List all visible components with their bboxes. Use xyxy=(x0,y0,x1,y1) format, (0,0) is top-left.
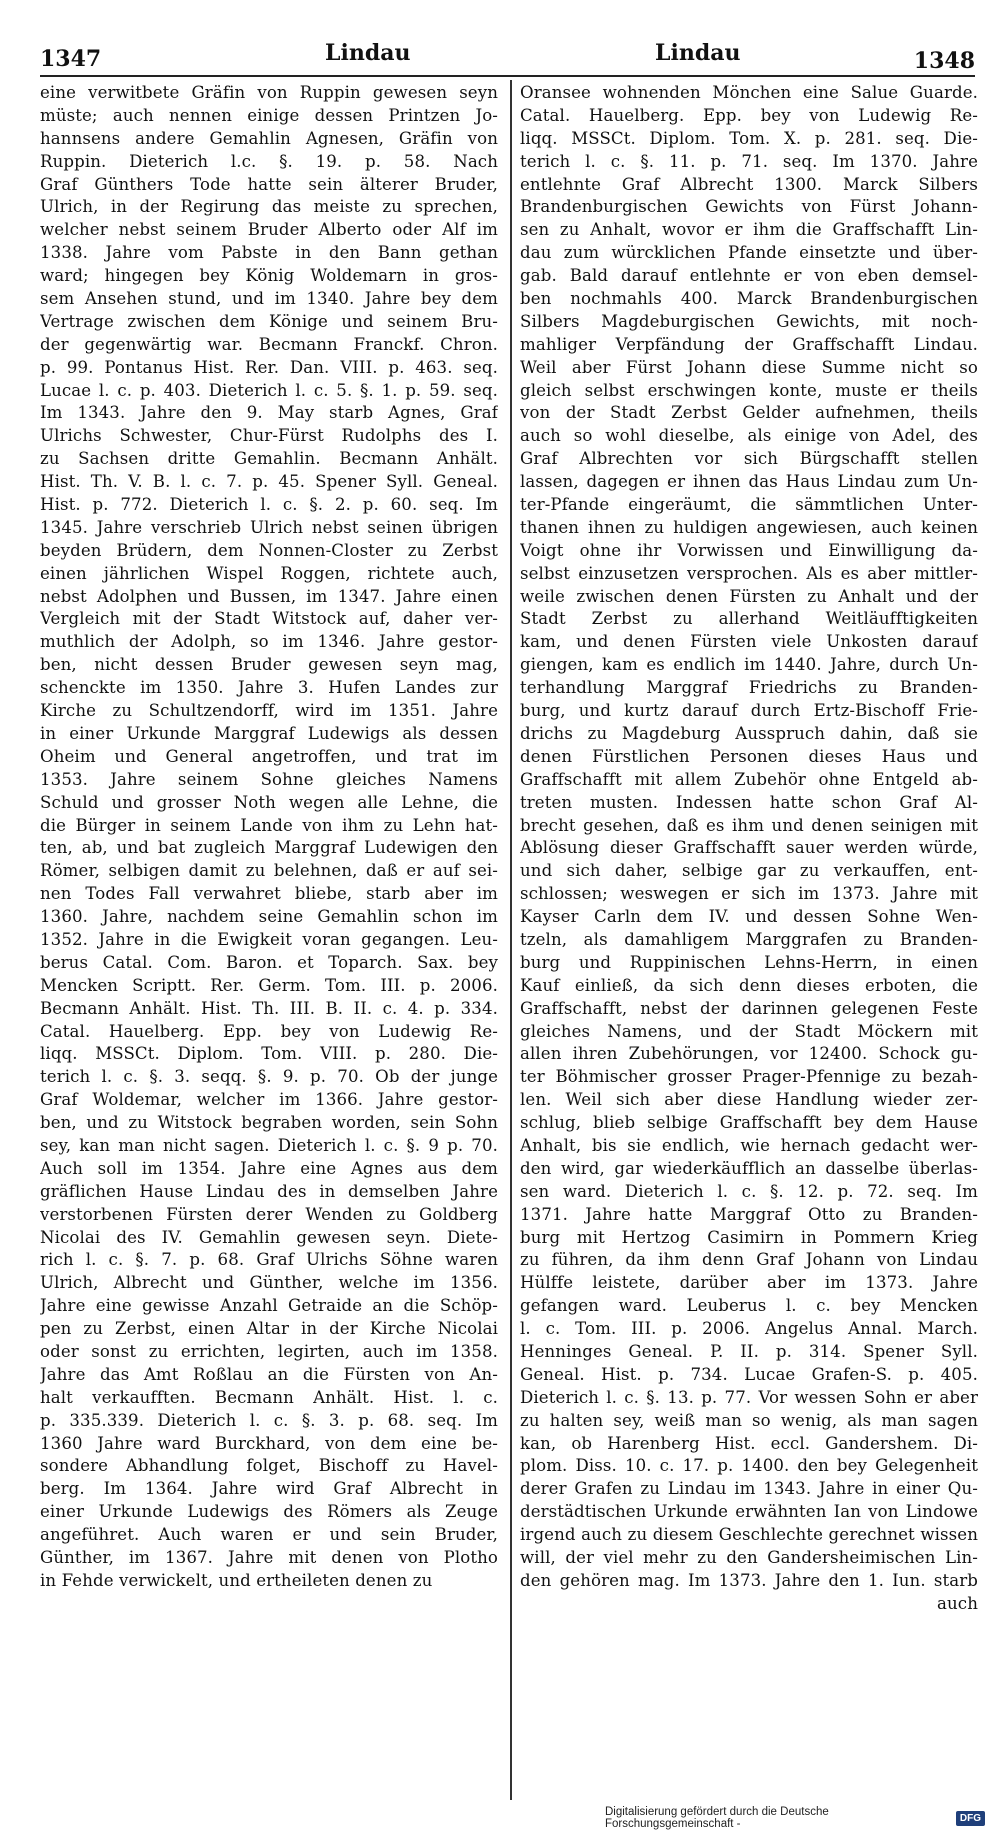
text-line: tzeln, als damahligem Marggrafen zu Branden- xyxy=(520,929,978,949)
text-line: 1371. Jahre hatte Marggraf Otto zu Branden- xyxy=(520,1204,978,1224)
text-line: Catal. Hauelberg. Epp. bey von Ludewig Re- xyxy=(40,1021,498,1041)
text-line: gefangen ward. Leuberus l. c. bey Mencken xyxy=(520,1296,978,1316)
text-line: Günther, im 1367. Jahre mit denen von Plotho xyxy=(40,1548,498,1567)
text-line: Becmann Anhält. Hist. Th. III. B. II. c. 4. p. 334. xyxy=(40,998,498,1018)
text-line: 1360. Jahre, nachdem seine Gemahlin schon im xyxy=(40,907,498,927)
text-line: zu führen, da ihm denn Graf Johann von Lindau xyxy=(520,1250,978,1270)
dfg-logo: DFG xyxy=(956,1811,985,1826)
text-line: Hist. p. 772. Dieterich l. c. §. 2. p. 60. seq. Im xyxy=(40,495,498,515)
text-line: zu halten sey, weiß man so wenig, als man sagen xyxy=(520,1410,978,1430)
text-line: Kauf einließ, da sich denn dieses erboten, die xyxy=(520,975,978,995)
text-line: Weil aber Fürst Johann diese Summe nicht so xyxy=(520,357,978,377)
text-column-right xyxy=(520,82,978,1812)
text-line: Graf Günthers Tode hatte sein älterer Bruder, xyxy=(40,174,498,194)
text-line: in einer Urkunde Marggraf Ludewigs als dessen xyxy=(40,723,498,743)
text-line: burg, und kurtz darauf durch Ertz-Bischoff Frie- xyxy=(520,701,978,721)
text-line: kam, und denen Fürsten viele Unkosten darauf xyxy=(520,632,978,652)
text-line: sey, kan man nicht sagen. Dieterich l. c. §. 9 p. 70. xyxy=(40,1135,498,1155)
text-line: gleiches Namens, und der Stadt Möckern mit xyxy=(520,1021,978,1041)
text-line: Catal. Hauelberg. Epp. bey von Ludewig Re- xyxy=(520,105,978,125)
text-line: ten, ab, und bat zugleich Marggraf Ludewigen den xyxy=(40,838,498,858)
text-line: Silbers Magdeburgischen Gewichts, mit noch- xyxy=(520,311,978,331)
text-line: auch so wohl dieselbe, als einige von Adel, des xyxy=(520,426,978,446)
text-line: Mencken Scriptt. Rer. Germ. Tom. III. p. 2006. xyxy=(40,975,498,995)
text-line: 1338. Jahre vom Pabste in den Bann gethan xyxy=(40,243,498,263)
text-line: Im 1343. Jahre den 9. May starb Agnes, Graf xyxy=(40,403,498,423)
text-line: Hülffe leistete, darüber aber im 1373. Jahre xyxy=(520,1273,978,1293)
text-line: Dieterich l. c. §. 13. p. 77. Vor wessen Sohn er aber xyxy=(520,1387,978,1407)
text-line: terhandlung Marggraf Friedrichs zu Branden- xyxy=(520,678,978,698)
text-line: von der Stadt Zerbst Gelder aufnehmen, theils xyxy=(520,403,978,423)
text-line: auch xyxy=(937,1593,978,1613)
text-line: p. 335.339. Dieterich l. c. §. 3. p. 68. seq. Im xyxy=(40,1410,498,1430)
text-line: pen zu Zerbst, einen Altar in der Kirche Nicolai xyxy=(40,1319,498,1339)
text-line: müste; auch nennen einige dessen Printzen Jo- xyxy=(40,105,498,125)
running-title-right: Lindau xyxy=(655,40,741,66)
text-line: Geneal. Hist. p. 734. Lucae Grafen-S. p. 405. xyxy=(520,1364,978,1384)
text-line: eine verwitbete Gräfin von Ruppin gewesen seyn xyxy=(40,83,498,102)
text-line: kan, ob Harenberg Hist. eccl. Gandershem. Di- xyxy=(520,1433,978,1453)
page-header xyxy=(40,40,975,80)
text-line: sondere Abhandlung folget, Bischoff zu Havel- xyxy=(40,1456,498,1476)
text-line: giengen, kam es endlich im 1440. Jahre, durch Un- xyxy=(520,655,978,675)
text-line: Nicolai des IV. Gemahlin gewesen seyn. Diete- xyxy=(40,1227,498,1247)
text-line: ter-Pfande eingeräumt, die sämmtlichen Unter- xyxy=(520,495,978,515)
text-line: ben, und zu Witstock begraben worden, sein Sohn xyxy=(40,1113,498,1133)
text-line: schlossen; weswegen er sich im 1373. Jahre mit xyxy=(520,884,978,904)
text-line: schenckte im 1350. Jahre 3. Hufen Landes zur xyxy=(40,678,498,698)
text-line: Schuld und grosser Noth wegen alle Lehne, die xyxy=(40,792,498,812)
header-rule xyxy=(40,75,975,77)
text-line: berg. Im 1364. Jahre wird Graf Albrecht in xyxy=(40,1479,498,1499)
text-line: drichs zu Magdeburg Ausspruch dahin, daß sie xyxy=(520,723,978,743)
text-line: Graf Woldemar, welcher im 1366. Jahre gestor- xyxy=(40,1090,498,1110)
text-line: hannsens andere Gemahlin Agnesen, Gräfin von xyxy=(40,128,498,148)
text-line: Hist. Th. V. B. l. c. 7. p. 45. Spener Syll. Geneal. xyxy=(40,472,498,492)
text-line: die Bürger in seinem Lande von ihm zu Lehn hat- xyxy=(40,815,498,835)
text-line: treten musten. Indessen hatte schon Graf Al- xyxy=(520,792,978,812)
text-line: Kirche zu Schultzendorff, wird im 1351. Jahre xyxy=(40,701,498,721)
text-line: derstädtischen Urkunde erwähnten Ian von Lindowe xyxy=(520,1502,978,1522)
text-line: angeführet. Auch waren er und sein Bruder, xyxy=(40,1525,498,1545)
text-line: 1345. Jahre verschrieb Ulrich nebst seinen übrigen xyxy=(40,517,498,537)
text-line: dau zum würcklichen Pfande einsetzte und über- xyxy=(520,243,978,263)
text-line: welcher nebst seinem Bruder Alberto oder Alf im xyxy=(40,220,498,240)
digitization-footer xyxy=(605,1806,985,1830)
text-line: und sich daher, selbige gar zu verkauffen, ent- xyxy=(520,861,978,881)
text-line: Brandenburgischen Gewichts von Fürst Johann- xyxy=(520,197,978,217)
text-line: sen ward. Dieterich l. c. §. 12. p. 72. seq. Im xyxy=(520,1181,978,1201)
text-line: Jahre das Amt Roßlau an die Fürsten von An- xyxy=(40,1364,498,1384)
text-line: nen Todes Fall verwahret bliebe, starb aber im xyxy=(40,884,498,904)
text-line: will, der viel mehr zu den Gandersheimischen Lin- xyxy=(520,1548,978,1567)
text-line: brecht gesehen, daß es ihm und denen seinigen mit xyxy=(520,815,978,835)
text-line: Graffschafft, nebst der darinnen gelegenen Feste xyxy=(520,998,978,1018)
text-line: Vergleich mit der Stadt Witstock auf, daher ver- xyxy=(40,609,498,629)
text-line: l. c. Tom. III. p. 2006. Angelus Annal. March. xyxy=(520,1319,978,1339)
text-line: den wird, gar wiederkäufflich an dasselbe überlas- xyxy=(520,1158,978,1178)
text-line: Auch soll im 1354. Jahre eine Agnes aus dem xyxy=(40,1158,498,1178)
text-line: 1352. Jahre in die Ewigkeit voran gegangen. Leu- xyxy=(40,929,498,949)
text-line: Oheim und General angetroffen, und trat im xyxy=(40,746,498,766)
text-line: irgend auch zu diesem Geschlechte gerechnet wissen xyxy=(520,1525,978,1545)
text-line: sen zu Anhalt, wovor er ihm die Graffschafft Lin- xyxy=(520,220,978,240)
text-line: rich l. c. §. 7. p. 68. Graf Ulrichs Söhne waren xyxy=(40,1250,498,1270)
text-line: der gegenwärtig war. Becmann Franckf. Chron. xyxy=(40,334,498,354)
text-line: burg mit Hertzog Casimirn in Pommern Krieg xyxy=(520,1227,978,1247)
text-line: ben, nicht dessen Bruder gewesen seyn mag, xyxy=(40,655,498,675)
text-line: den gehören mag. Im 1373. Jahre den 1. Iun. starb xyxy=(520,1570,978,1590)
text-line: verstorbenen Fürsten derer Wenden zu Goldberg xyxy=(40,1204,498,1224)
text-line: gab. Bald darauf entlehnte er von eben demsel- xyxy=(520,266,978,286)
text-line: Kayser Carln dem IV. und dessen Sohne Wen- xyxy=(520,907,978,927)
text-line: gleich selbst erschwingen konte, muste er theils xyxy=(520,380,978,400)
text-line: Henninges Geneal. P. II. p. 314. Spener Syll. xyxy=(520,1341,978,1361)
text-line: ter Böhmischer grosser Prager-Pfennige zu bezah- xyxy=(520,1067,978,1087)
text-line: len. Weil sich aber diese Handlung wieder zer- xyxy=(520,1090,978,1110)
text-line: nebst Adolphen und Bussen, im 1347. Jahre einen xyxy=(40,586,498,606)
text-line: Jahre eine gewisse Anzahl Getraide an die Schöp- xyxy=(40,1296,498,1316)
text-line: Lucae l. c. p. 403. Dieterich l. c. 5. §. 1. p. 59. seq. xyxy=(40,380,498,400)
text-line: oder sonst zu errichten, legirten, auch im 1358. xyxy=(40,1341,498,1361)
text-line: Ulrich, in der Regirung das meiste zu sprechen, xyxy=(40,197,498,217)
text-line: Ulrichs Schwester, Chur-Fürst Rudolphs des I. xyxy=(40,426,498,446)
text-line: liqq. MSSCt. Diplom. Tom. X. p. 281. seq. Die- xyxy=(520,128,978,148)
text-line: Anhalt, bis sie endlich, wie hernach gedacht wer- xyxy=(520,1135,978,1155)
text-line: einer Urkunde Ludewigs des Römers als Zeuge xyxy=(40,1502,498,1522)
text-line: schlug, blieb selbige Graffschafft bey dem Hause xyxy=(520,1113,978,1133)
text-line: Voigt ohne ihr Vorwissen und Einwilligung da- xyxy=(520,540,978,560)
text-line: Graffschafft mit allem Zubehör ohne Entgeld ab- xyxy=(520,769,978,789)
text-line: terich l. c. §. 11. p. 71. seq. Im 1370. Jahre xyxy=(520,151,978,171)
page-number-left: 1347 xyxy=(40,46,102,72)
text-line: muthlich der Adolph, so im 1346. Jahre gestor- xyxy=(40,632,498,652)
text-line: weile zwischen denen Fürsten zu Anhalt und der xyxy=(520,586,978,606)
text-line: berus Catal. Com. Baron. et Toparch. Sax. bey xyxy=(40,952,498,972)
text-line: plom. Diss. 10. c. 17. p. 1400. den bey Gelegenheit xyxy=(520,1456,978,1476)
text-line: p. 99. Pontanus Hist. Rer. Dan. VIII. p. 463. seq. xyxy=(40,357,498,377)
text-line: Römer, selbigen damit zu belehnen, daß er auf sei- xyxy=(40,861,498,881)
column-divider xyxy=(510,80,512,1800)
running-title-left: Lindau xyxy=(325,40,411,66)
text-line: in Fehde verwickelt, und ertheileten denen zu xyxy=(40,1570,433,1590)
text-line: sem Ansehen stund, und im 1340. Jahre bey dem xyxy=(40,289,498,309)
text-line: zu Sachsen dritte Gemahlin. Becmann Anhält. xyxy=(40,449,498,469)
text-line: burg und Ruppinischen Lehns-Herrn, in einen xyxy=(520,952,978,972)
text-line: thanen ihnen zu huldigen angewiesen, auch keinen xyxy=(520,517,978,537)
page-number-right: 1348 xyxy=(913,48,975,74)
text-line: selbst einzusetzen versprochen. Als es aber mittler- xyxy=(520,563,978,583)
text-line: mahliger Verpfändung der Graffschafft Lindau. xyxy=(520,334,978,354)
text-line: Vertrage zwischen dem Könige und seinem Bru- xyxy=(40,311,498,331)
text-column-left xyxy=(40,82,498,1812)
text-line: einen jährlichen Wispel Roggen, richtete auch, xyxy=(40,563,498,583)
text-line: Stadt Zerbst zu allerhand Weitläufftigkeiten xyxy=(520,609,978,629)
text-line: Ulrich, Albrecht und Günther, welche im 1356. xyxy=(40,1273,498,1293)
text-line: beyden Brüdern, dem Nonnen-Closter zu Zerbst xyxy=(40,540,498,560)
text-line: 1353. Jahre seinem Sohne gleiches Namens xyxy=(40,769,498,789)
text-line: Oransee wohnenden Mönchen eine Salue Guarde. xyxy=(520,83,978,102)
text-line: Graf Albrechten vor sich Bürgschafft stellen xyxy=(520,449,978,469)
text-line: lassen, dagegen er ihnen das Haus Lindau zum Un- xyxy=(520,472,978,492)
text-line: Ruppin. Dieterich l.c. §. 19. p. 58. Nach xyxy=(40,151,498,171)
text-line: terich l. c. §. 3. seqq. §. 9. p. 70. Ob der junge xyxy=(40,1067,498,1087)
footer-credit-text: Digitalisierung gefördert durch die Deutsche Forschungsgemeinschaft - xyxy=(605,1806,829,1830)
text-line: allen ihren Zubehörungen, vor 12400. Schock gu- xyxy=(520,1044,978,1064)
text-line: liqq. MSSCt. Diplom. Tom. VIII. p. 280. Die- xyxy=(40,1044,498,1064)
text-line: derer Grafen zu Lindau im 1343. Jahre in einer Qu- xyxy=(520,1479,978,1499)
text-line: denen Fürstlichen Personen dieses Haus und xyxy=(520,746,978,766)
text-line: entlehnte Graf Albrecht 1300. Marck Silbers xyxy=(520,174,978,194)
text-line: Ablösung dieser Graffschafft sauer werden würde, xyxy=(520,838,978,858)
text-line: halt verkaufften. Becmann Anhält. Hist. l. c. xyxy=(40,1387,498,1407)
text-line: ward; hingegen bey König Woldemarn in gros- xyxy=(40,266,498,286)
text-line: 1360 Jahre ward Burckhard, von dem eine be- xyxy=(40,1433,498,1453)
text-line: ben nochmahls 400. Marck Brandenburgischen xyxy=(520,289,978,309)
text-line: gräflichen Hause Lindau des in demselben Jahre xyxy=(40,1181,498,1201)
